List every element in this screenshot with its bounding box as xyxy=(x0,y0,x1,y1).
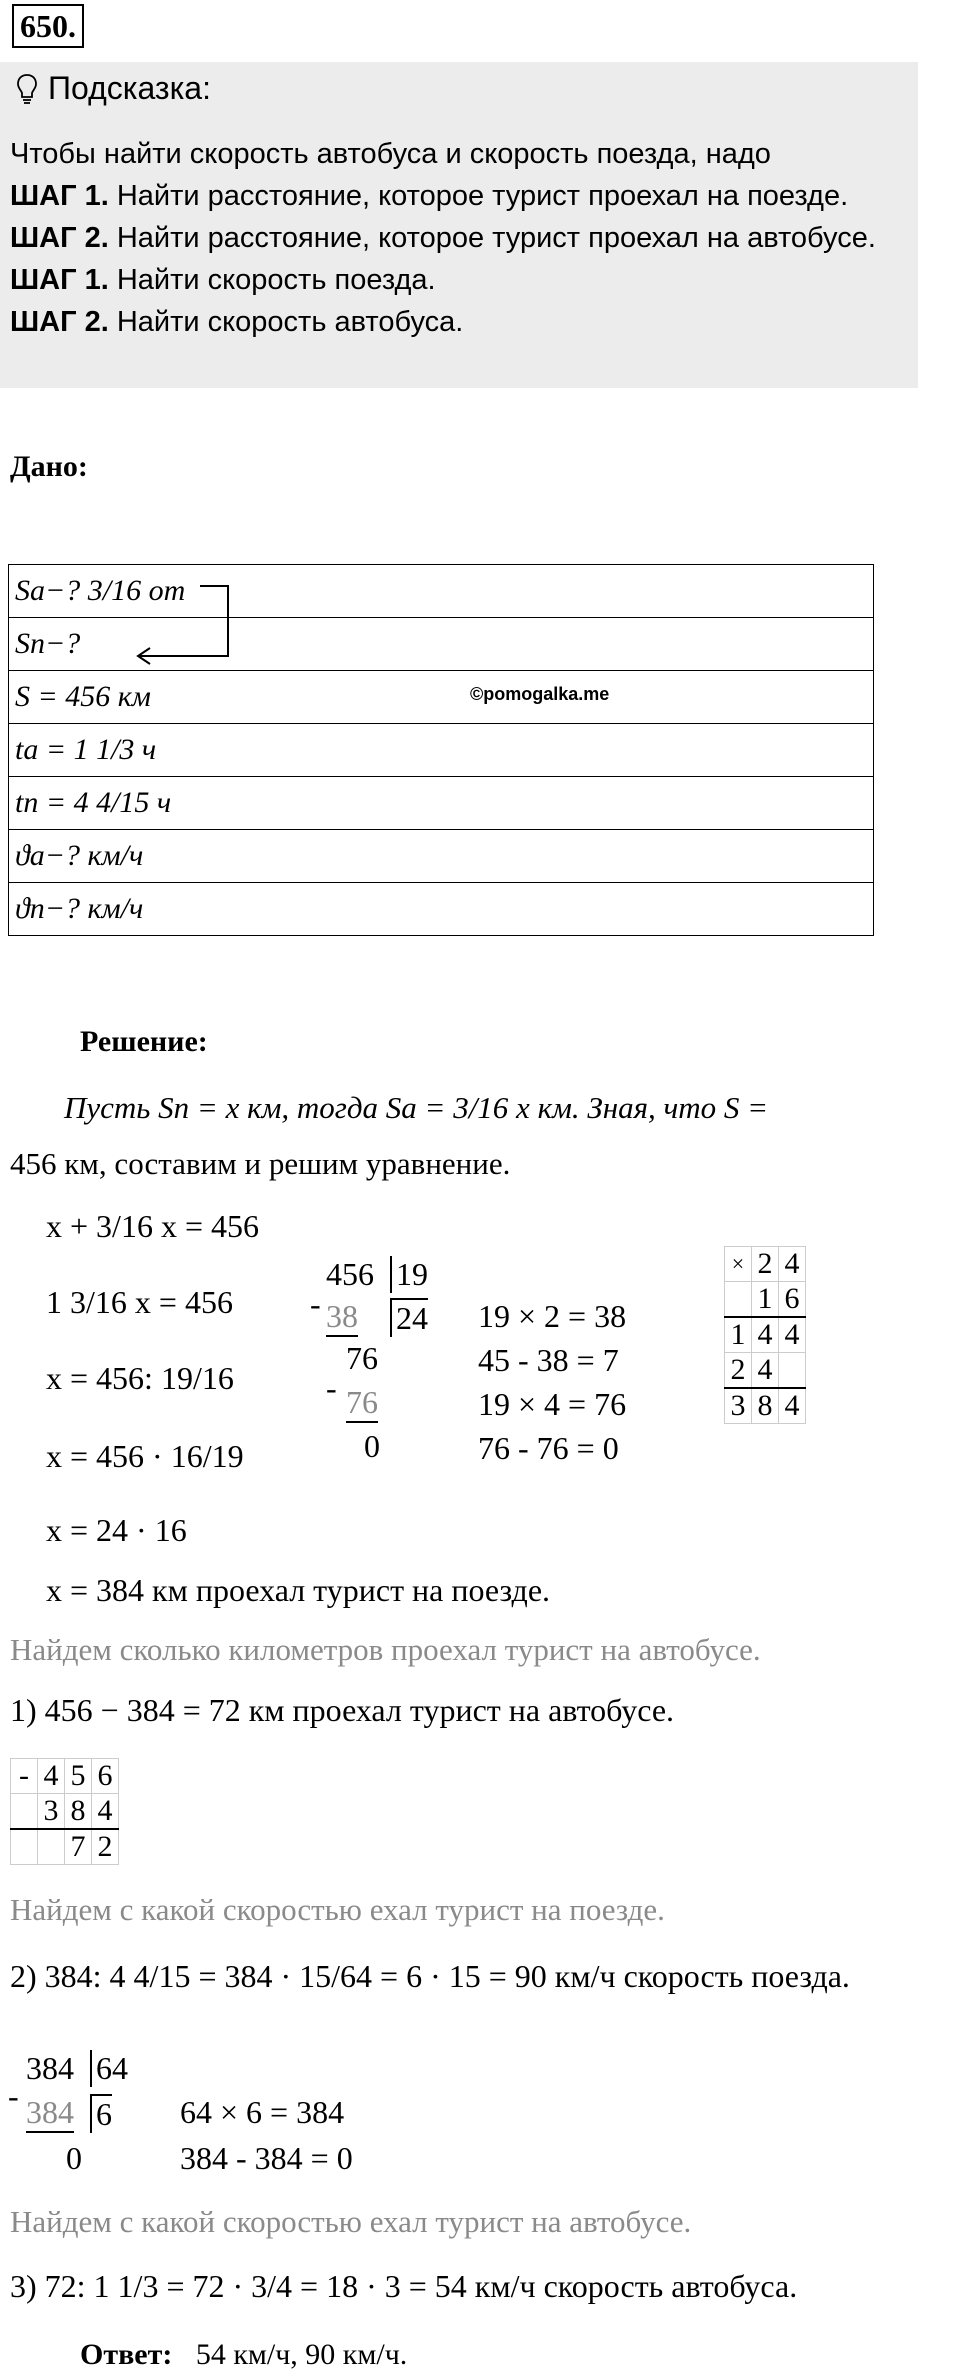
given-row: S = 456 км xyxy=(9,671,874,724)
solution-title: Решение: xyxy=(80,1025,208,1058)
division-sub: 38 xyxy=(326,1298,358,1337)
given-row: tа = 1 1/3 ч xyxy=(9,724,874,777)
division-quotient: 6 xyxy=(90,2094,112,2133)
given-title: Дано: xyxy=(10,450,88,483)
hint-step: ШАГ 2. Найти расстояние, которое турист проехал на автобусе. xyxy=(10,222,876,254)
step-3: 3) 72: 1 1/3 = 72 · 3/4 = 18 · 3 = 54 км/ч скорость автобуса. xyxy=(10,2268,798,2304)
hint-title-text: Подсказка: xyxy=(48,70,211,106)
hint-step: ШАГ 1. Найти скорость поезда. xyxy=(10,264,436,296)
division-divisor: 64 xyxy=(90,2050,128,2087)
step-2: 2) 384: 4 4/15 = 384 · 15/64 = 6 · 15 = 90 км/ч скорость поезда. xyxy=(10,1958,850,1994)
minus-sign: - xyxy=(326,1370,337,1406)
division-note: 76 - 76 = 0 xyxy=(478,1430,619,1466)
multiplication-grid: × 2 4 1 6 1 4 4 2 4 3 8 4 xyxy=(724,1246,806,1424)
answer-text: 54 км/ч, 90 км/ч. xyxy=(195,2338,408,2371)
problem-number: 650. xyxy=(12,4,84,48)
subtraction-grid: - 4 5 6 3 8 4 7 2 xyxy=(10,1758,119,1865)
given-row: ϑа−? км/ч xyxy=(9,830,874,883)
division-note: 19 × 2 = 38 xyxy=(478,1298,627,1334)
watermark: ©pomogalka.me xyxy=(470,684,610,704)
division-dividend: 384 xyxy=(26,2050,74,2086)
division-rem: 76 xyxy=(346,1340,378,1376)
section-intro: Найдем с какой скоростью ехал турист на автобусе. xyxy=(10,2204,692,2239)
minus-sign: - xyxy=(310,1286,321,1322)
equation: x + 3/16 x = 456 xyxy=(46,1208,259,1244)
given-row: ϑп−? км/ч xyxy=(9,883,874,936)
hint-step: ШАГ 2. Найти скорость автобуса. xyxy=(10,306,464,338)
solution-intro: 456 км, составим и решим уравнение. xyxy=(10,1146,511,1181)
division-note: 64 × 6 = 384 xyxy=(180,2094,345,2130)
given-row: tп = 4 4/15 ч xyxy=(9,777,874,830)
division-rem: 0 xyxy=(364,1428,380,1464)
division-note: 19 × 4 = 76 xyxy=(478,1386,627,1422)
division-dividend: 456 xyxy=(326,1256,374,1292)
lightbulb-icon xyxy=(16,73,38,105)
division-divisor: 19 xyxy=(390,1256,428,1293)
arrow-icon xyxy=(130,584,240,674)
equation: x = 456 · 16/19 xyxy=(46,1438,244,1474)
given-row: Sа−? 3/16 от xyxy=(9,565,874,618)
equation: x = 384 км проехал турист на поезде. xyxy=(46,1572,551,1608)
division-note: 384 - 384 = 0 xyxy=(180,2140,353,2176)
section-intro: Найдем с какой скоростью ехал турист на поезде. xyxy=(10,1892,665,1927)
minus-sign: - xyxy=(8,2078,19,2114)
hint-box xyxy=(0,62,918,388)
division-quotient: 24 xyxy=(390,1298,428,1337)
answer xyxy=(80,2338,407,2372)
division-sub: 76 xyxy=(346,1384,378,1423)
equation: x = 456: 19/16 xyxy=(46,1360,234,1396)
equation: 1 3/16 x = 456 xyxy=(46,1284,233,1320)
division-rem: 0 xyxy=(66,2140,82,2176)
solution-intro: Пусть Sп = x км, тогда Sа = 3/16 x км. Зная, что S = xyxy=(64,1090,769,1125)
given-row: Sп−? xyxy=(9,618,874,671)
hint-intro: Чтобы найти скорость автобуса и скорость поезда, надо xyxy=(10,138,771,170)
hint-step: ШАГ 1. Найти расстояние, которое турист проехал на поезде. xyxy=(10,180,849,212)
answer-label: Ответ: xyxy=(80,2338,173,2371)
division-note: 45 - 38 = 7 xyxy=(478,1342,619,1378)
section-intro: Найдем сколько километров проехал турист на автобусе. xyxy=(10,1632,761,1667)
step-1: 1) 456 − 384 = 72 км проехал турист на автобусе. xyxy=(10,1692,675,1728)
division-sub: 384 xyxy=(26,2094,74,2133)
equation: x = 24 · 16 xyxy=(46,1512,187,1548)
hint-title xyxy=(16,70,211,107)
